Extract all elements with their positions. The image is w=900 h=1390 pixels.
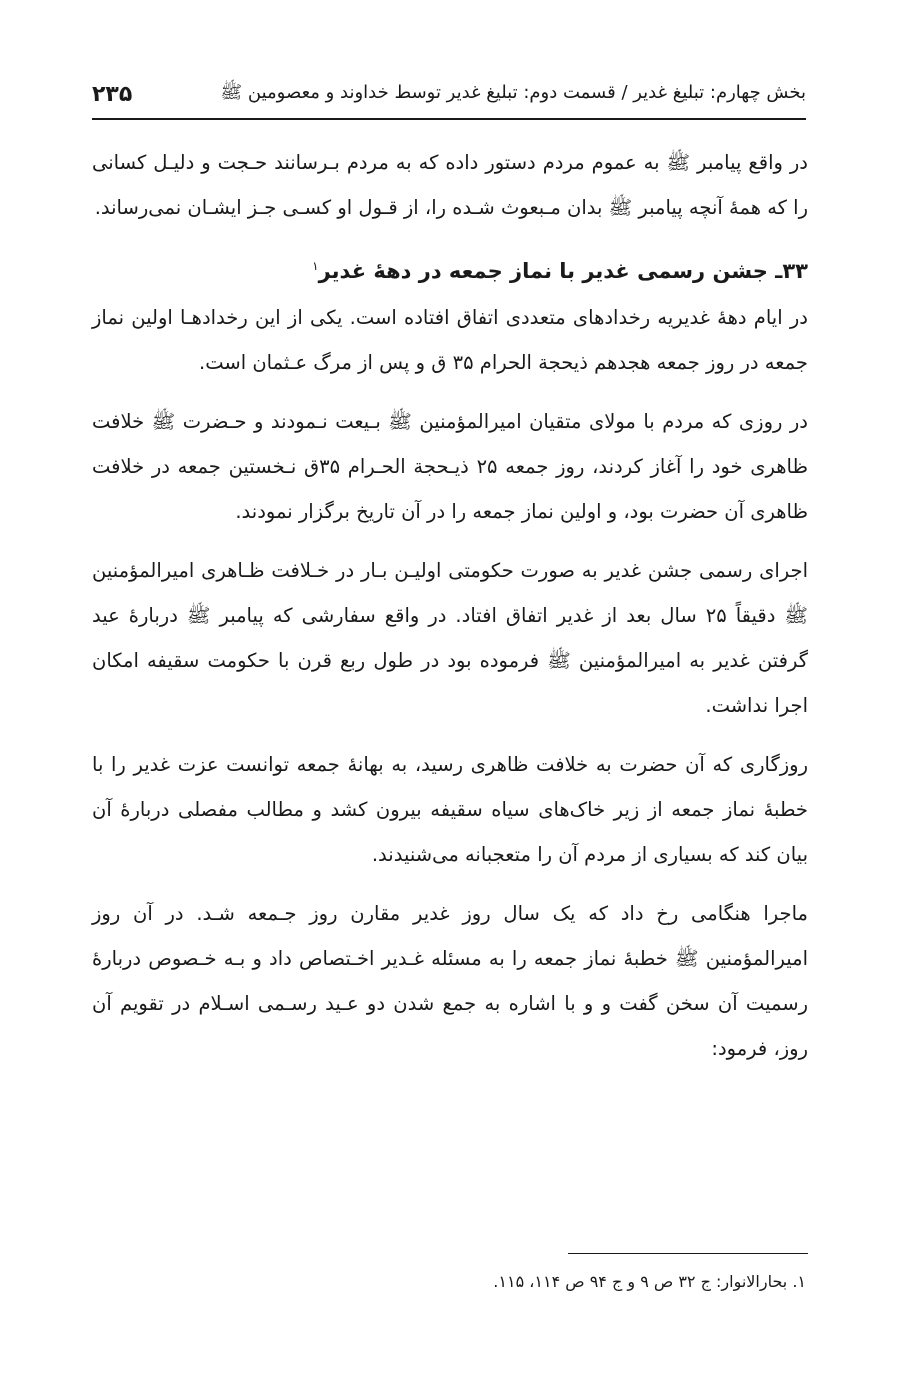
paragraph: در ایام دههٔ غدیریه رخدادهای متعددی اتفاق افتاده است. یکی از این رخدادهـا اولین نماز جمعه در روز جمعه هجدهم ذیحجة الحرام ۳۵ ق و پس از مرگ عـثمان است. <box>92 306 808 374</box>
page-body <box>92 140 808 1085</box>
section-heading-text: ۳۳ـ جشن رسمی غدیر با نماز جمعه در دههٔ غدیر <box>318 259 808 283</box>
footnote-marker[interactable]: ۱ <box>312 259 319 273</box>
paragraph: اجرای رسمی جشن غدیر به صورت حکومتی اولیـن بـار در خـلافت ظـاهری امیرالمؤمنین ﷺ دقیقاً ۲۵ سال بعد از غدیر اتفاق افتاد. در واقع سفارشی که پیامبر ﷺ دربارهٔ عید گرفتن غدیر به امیرالمؤمنین ﷺ فرموده بود در طول ربع قرن با حکومت سقیفه امکان اجرا نداشت. <box>92 559 808 717</box>
page-header <box>92 74 806 114</box>
paragraph: روزگاری که آن حضرت به خلافت ظاهری رسید، به بهانهٔ جمعه توانست عزت غدیر را با خطبهٔ نماز جمعه از زیر خاک‌های سیاه سقیفه بیرون کشد و مطالب مفصلی دربارهٔ آن بیان کند که بسیاری از مردم آن را متعجبانه می‌شنیدند. <box>92 753 808 866</box>
footnote: ۱. بحارالانوار: ج ۳۲ ص ۹ و ج ۹۴ ص ۱۱۴، ۱۱۵. <box>493 1272 806 1291</box>
running-title: بخش چهارم: تبلیغ غدیر / قسمت دوم: تبلیغ غدیر توسط خداوند و معصومین ﷺ <box>220 82 806 103</box>
paragraph-intro: در واقع پیامبر ﷺ به عموم مردم دستور داده که به مردم بـرسانند حـجت و دلیـل کسانی را که همهٔ آنچه پیامبر ﷺ بدان مـبعوث شـده را، از قـول او کسـی جـز ایشـان نمی‌رساند. <box>92 151 808 219</box>
paragraph: ماجرا هنگامی رخ داد که یک سال روز غدیر مقارن روز جـمعه شـد. در آن روز امیرالمؤمنین ﷺ خطبهٔ نماز جمعه را به مسئله غـدیر اخـتصاص داد و بـه خـصوص دربارهٔ رسمیت آن سخن گفت و و با اشاره به جمع شدن دو عـید رسـمی اسـلام در تقویم آن روز، فرمود: <box>92 902 808 1060</box>
paragraph: در روزی که مردم با مولای متقیان امیرالمؤمنین ﷺ بـیعت نـمودند و حـضرت ﷺ خلافت ظاهری خود را آغاز کردند، روز جمعه ۲۵ ذیـحجة الحـرام ۳۵ق نـخستین جمعه در خلافت ظاهری آن حضرت بود، و اولین نماز جمعه را در آن تاریخ برگزار نمودند. <box>92 410 808 523</box>
header-rule <box>92 118 806 120</box>
footnote-rule <box>568 1253 808 1254</box>
page-number: ۲۳۵ <box>92 81 133 107</box>
section-heading <box>92 244 808 293</box>
